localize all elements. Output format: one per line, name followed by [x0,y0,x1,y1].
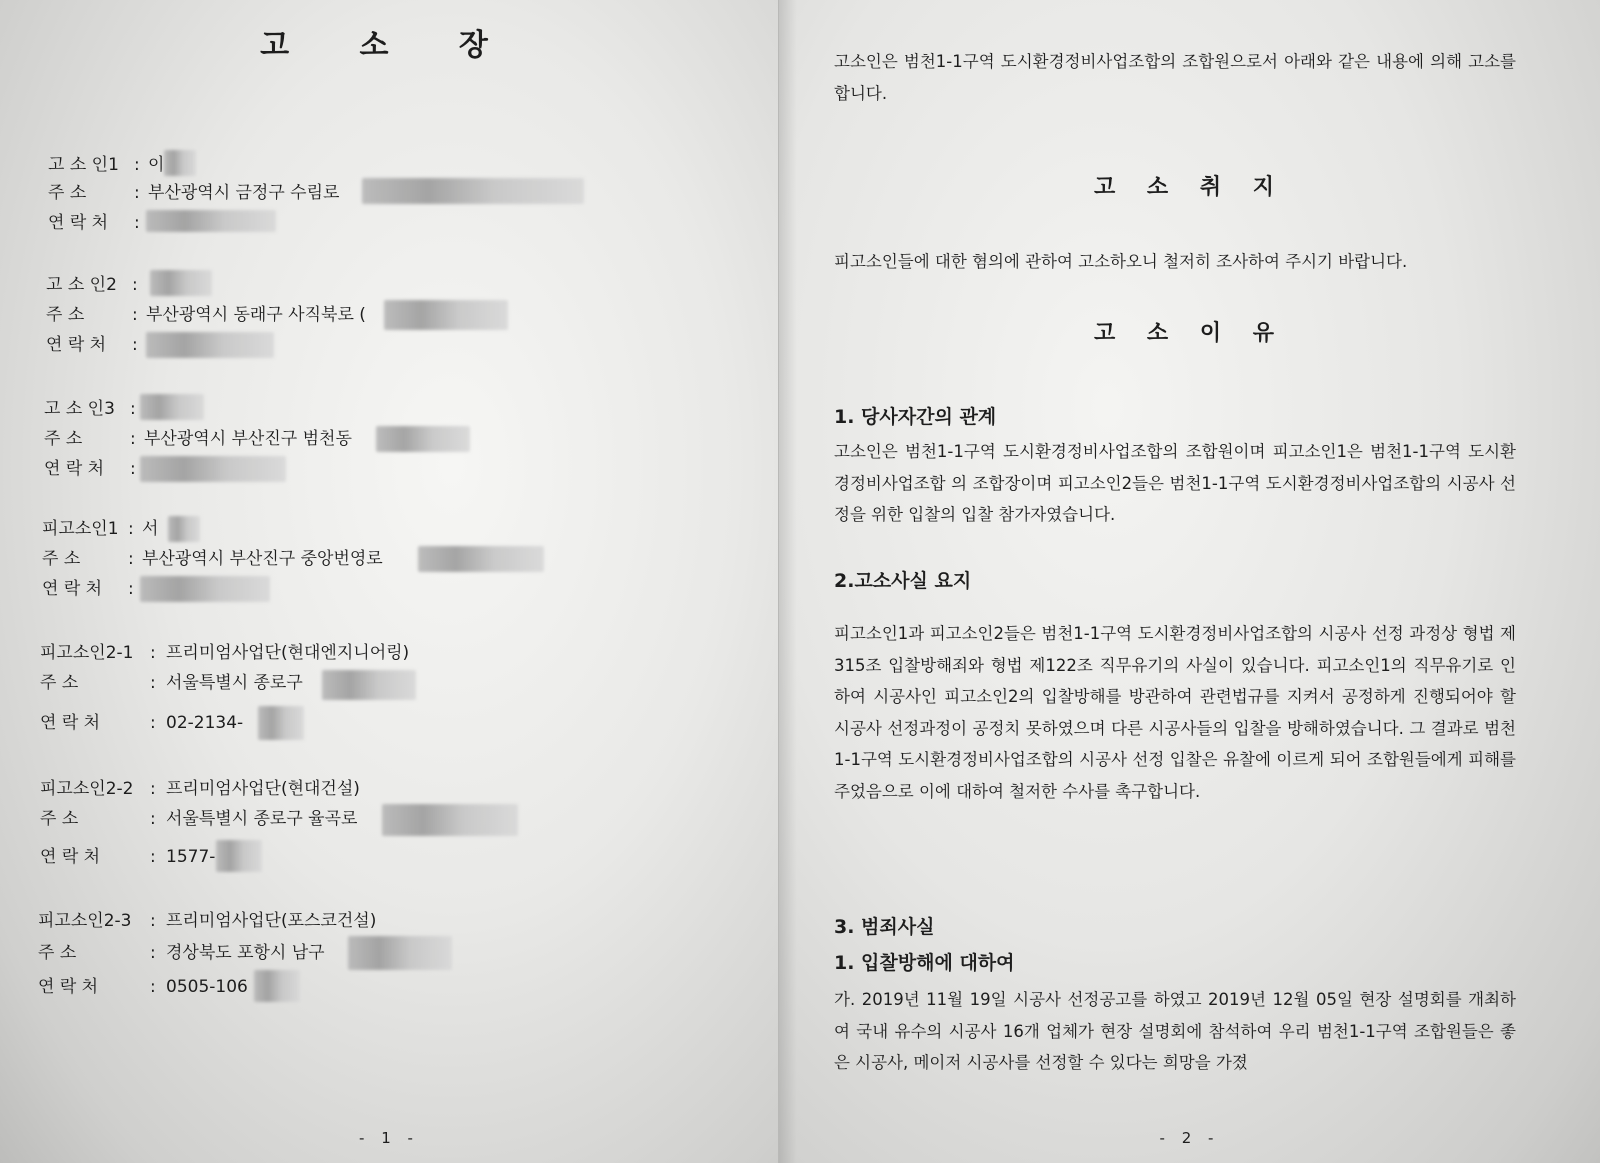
purpose-paragraph: 피고소인들에 대한 혐의에 관하여 고소하오니 철저히 조사하여 주시기 바랍니다. [834,252,1408,271]
address-label: 주 소 [40,809,79,829]
address-value: 경상북도 포항시 남구 [166,943,325,963]
intro-paragraph: 고소인은 범천1-1구역 도시환경정비사업조합의 조합원으로서 아래와 같은 내용에 의해 고소를 합니다. [834,52,1516,103]
address-label: 주 소 [40,673,79,693]
subsection-paragraph: 가. 2019년 11월 19일 시공사 선정공고를 하였고 2019년 12월 05일 현장 설명회를 개최하여 국내 유수의 시공사 16개 업체가 현장 설명회에 참석하여 우리 범천1-1구역 조합원들은 좋은 시공사, 메이저 시공사를 선정할 수 있다는 희망을 가졌 [834,990,1516,1072]
party-label: 피고소인1 [42,519,119,539]
redacted-block [140,576,270,602]
contact-value: 1577- [166,847,216,867]
redacted-block [384,300,508,330]
party-label: 고 소 인1 [48,155,119,175]
contact-label: 연 락 처 [42,579,103,599]
contact-label: 연 락 처 [48,213,109,233]
contact-value: 0505-106 [166,977,248,997]
party-label: 고 소 인2 [46,275,117,295]
redacted-block [376,426,470,452]
party-name: 프리미엄사업단(현대엔지니어링) [166,643,410,663]
contact-label: 연 락 처 [40,713,101,733]
page-2 [778,0,1600,1163]
section-paragraph: 피고소인1과 피고소인2들은 범천1-1구역 도시환경정비사업조합의 시공사 선정 과정상 형법 제315조 입찰방해죄와 형법 제122조 직무유기의 사실이 있습니다. 피고소인1의 직무유기로 인하여 시공사인 피고소인2의 입찰방해를 방관하여 관련법규를 지켜서 공정하게 진행되어야 할 시공사 선정과정이 공정치 못하였으며 다른 시공사들의 입찰을 방해하였습니다. 그 결과로 범천1-1구역 도시환경정비사업조합의 시공사 선정 입찰은 유찰에 이르게 되어 조합원들에게 피해를 주었음으로 이에 대하여 철저한 수사를 촉구합니다. [834,624,1516,801]
redacted-block [146,332,274,358]
redacted-block [168,516,200,542]
contact-label: 연 락 처 [44,459,105,479]
section-heading: 3. 범죄사실 [834,916,935,938]
party-label: 고 소 인3 [44,399,115,419]
redacted-block [216,840,262,872]
address-label: 주 소 [48,183,87,203]
address-value: 부산광역시 부산진구 중앙번영로 [142,549,383,569]
address-label: 주 소 [38,943,77,963]
contact-label: 연 락 처 [38,977,99,997]
address-value: 부산광역시 금정구 수림로 [148,183,340,203]
redacted-block [382,804,518,836]
redacted-block [362,178,584,204]
page-number: - 2 - [1159,1129,1220,1147]
subsection-heading: 1. 입찰방해에 대하여 [834,952,1015,974]
address-value: 부산광역시 동래구 사직북로 ( [146,305,366,325]
redacted-block [258,706,304,740]
page-1: 고 소 장 고 소 인1 : 이 주 소 : 부산광역시 금정구 수림로 연 락 처 : 고 소 인2 : 주 소 : 부산광역시 동래구 사직북로 ( 연 락 처 : 고 소 인3 : 주 소 : 부산광역시 부산진구 범천동 연 락 처 : 피고소인1 : 서 주 소 : 부산광역시 부산진구 중앙번영로 연 락 처 : 피고소인2-1 : 프리미엄사업단(현대엔지니어링) 주 소 : 서울특별시 종로구 연 락 처 : 02-2134- 피고소인2-2 : 프리미엄사업단(현대건설) 주 소 : 서울특별시 종로구 율곡로 연 락 처 : 1577- 피고소인2-3 : 프리미엄사업단(포스코건설) 주 소 : 경상북도 포항시 남구 연 락 처 : 0505-106 - 1 - [0,0,778,1163]
address-value: 서울특별시 종로구 율곡로 [166,809,358,829]
contact-label: 연 락 처 [46,335,107,355]
party-name: 프리미엄사업단(현대건설) [166,779,360,799]
section-heading: 1. 당사자간의 관계 [834,406,997,428]
redacted-block [146,210,276,232]
address-value: 서울특별시 종로구 [166,673,303,693]
redacted-block [418,546,544,572]
redacted-block [322,670,416,700]
document-title: 고 소 장 [260,28,518,63]
redacted-block [348,936,452,970]
party-label: 피고소인2-1 [40,643,134,663]
redacted-block [150,270,212,296]
redacted-block [254,970,300,1002]
party-name: 서 [142,519,159,539]
purpose-heading: 고 소 취 지 [1094,174,1286,200]
contact-label: 연 락 처 [40,847,101,867]
section-paragraph: 고소인은 범천1-1구역 도시환경정비사업조합의 조합원이며 피고소인1은 범천1-1구역 도시환경정비사업조합 의 조합장이며 피고소인2들은 범천1-1구역 도시환경정비사업조합의 시공사 선정을 위한 입찰의 입찰 참가자였습니다. [834,442,1516,524]
redacted-block [140,456,286,482]
address-label: 주 소 [46,305,85,325]
party-name: 이 [148,155,165,175]
address-label: 주 소 [42,549,81,569]
party-label: 피고소인2-2 [40,779,134,799]
party-label: 피고소인2-3 [38,911,132,931]
section-heading: 2.고소사실 요지 [834,570,972,592]
page-number: - 1 - [359,1129,419,1147]
redacted-block [164,150,196,176]
address-value: 부산광역시 부산진구 범천동 [144,429,352,449]
redacted-block [140,394,204,420]
party-name: 프리미엄사업단(포스코건설) [166,911,377,931]
contact-value: 02-2134- [166,713,244,733]
reason-heading: 고 소 이 유 [1094,320,1286,346]
address-label: 주 소 [44,429,83,449]
